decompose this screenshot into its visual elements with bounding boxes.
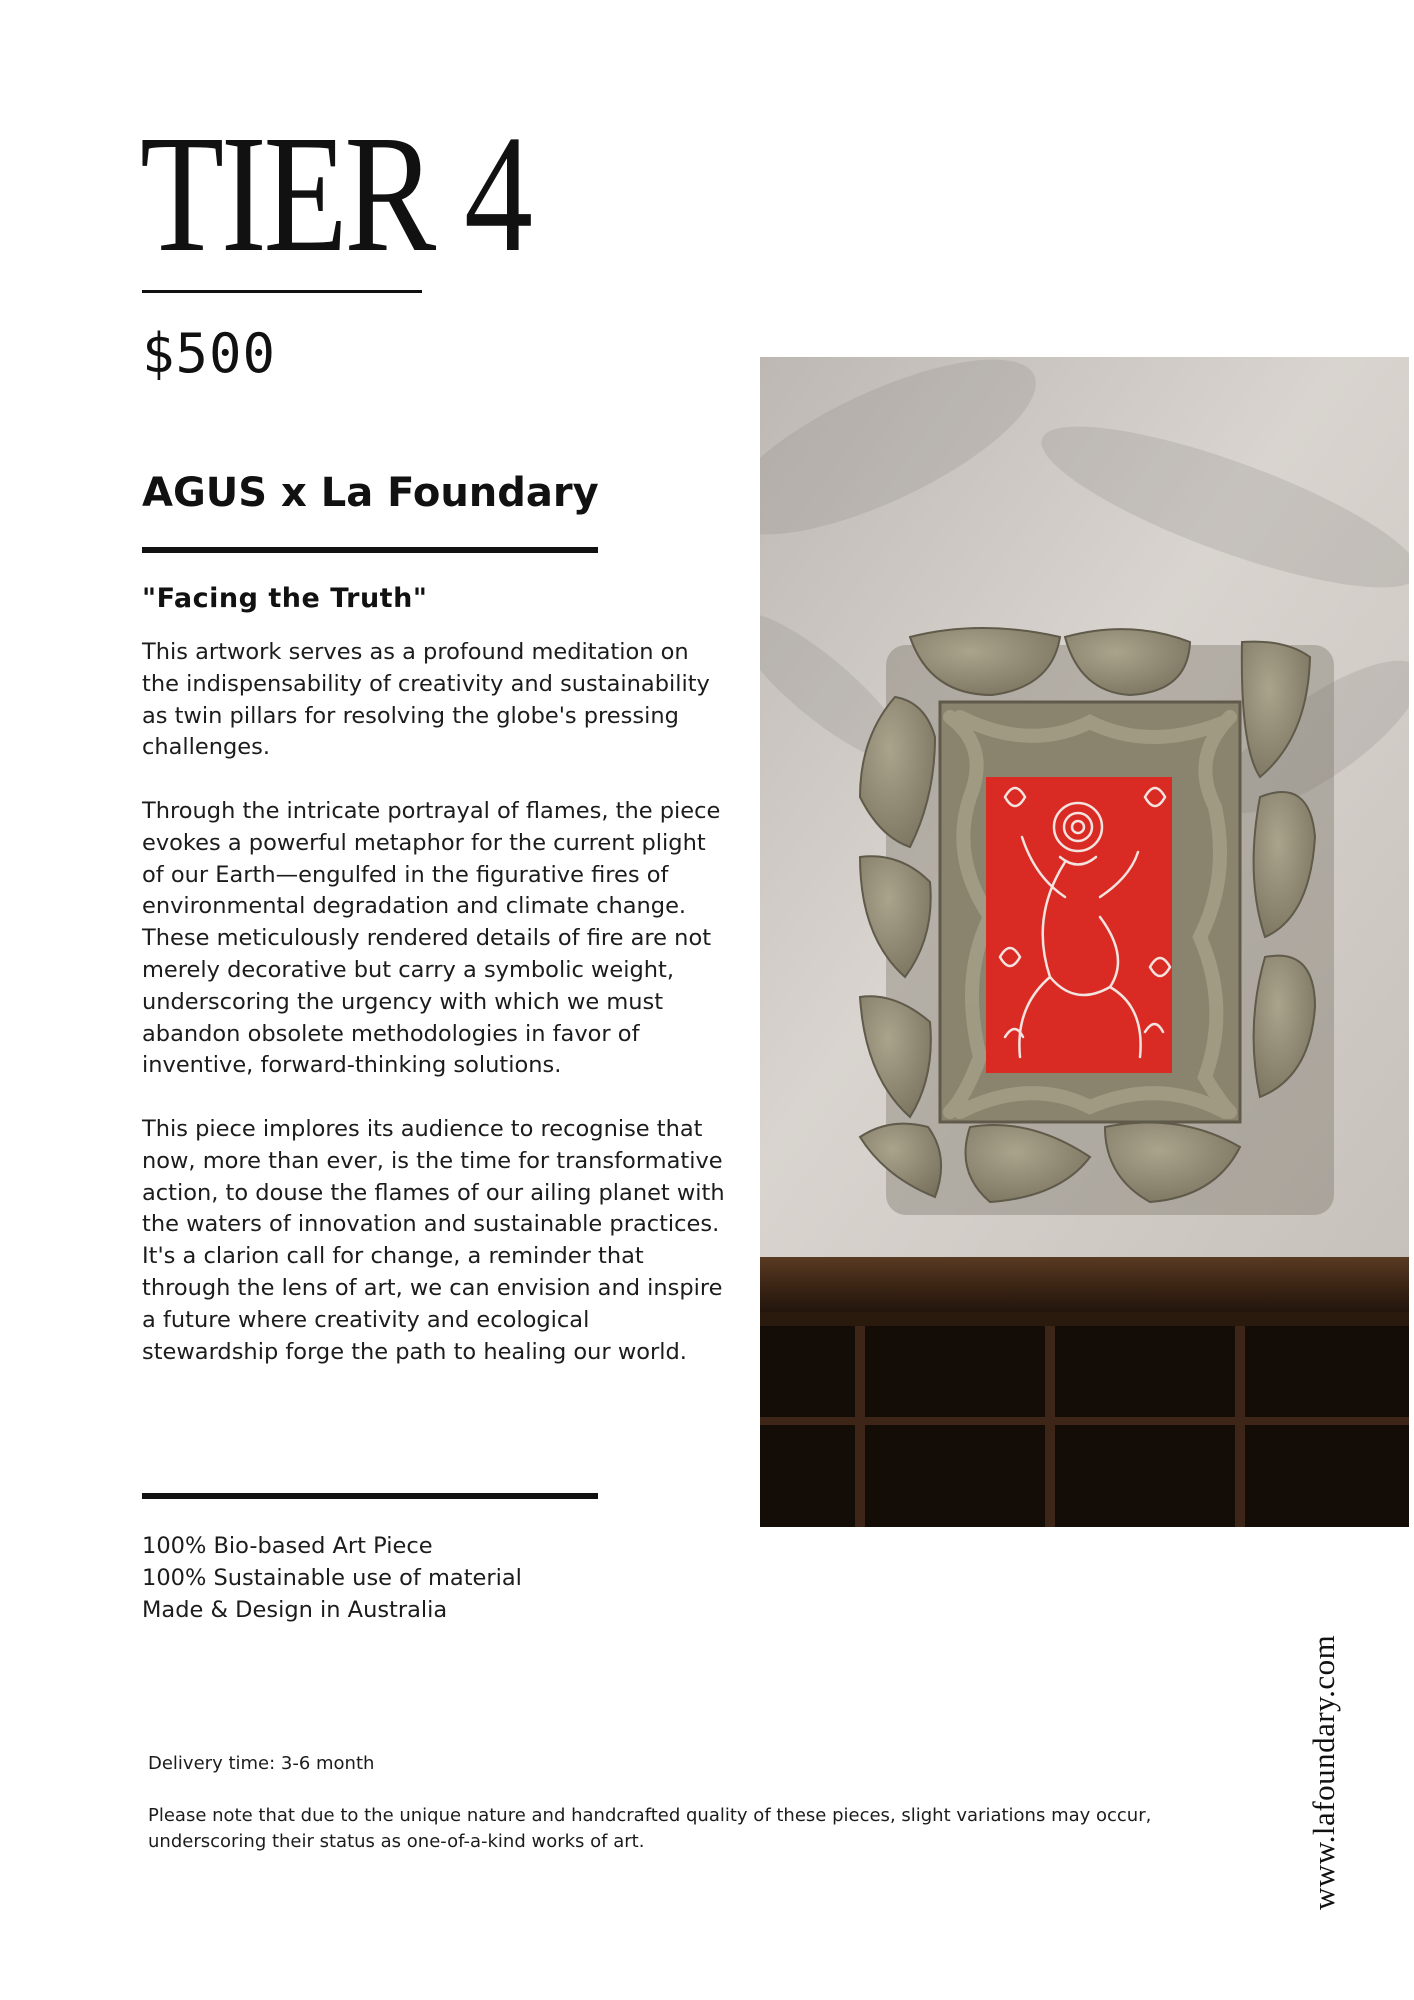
- description-paragraph: This artwork serves as a profound meditation on the indispensability of creativity and sustainability as twin pillars for resolving the globe's pressing challenges.: [142, 639, 710, 761]
- heading-divider: [142, 547, 598, 553]
- artwork-description: [142, 637, 732, 1400]
- feature-item: Made & Design in Australia: [142, 1597, 448, 1623]
- website-url: www.lafoundary.com: [1306, 1634, 1341, 1910]
- feature-list: [142, 1530, 522, 1626]
- artwork-photo: [760, 357, 1409, 1527]
- title-divider: [142, 290, 422, 293]
- price: $500: [142, 322, 277, 385]
- delivery-time: Delivery time: 3-6 month: [148, 1753, 375, 1774]
- feature-item: 100% Bio-based Art Piece: [142, 1533, 433, 1559]
- collaboration-heading: AGUS x La Foundary: [142, 470, 599, 516]
- feature-item: 100% Sustainable use of material: [142, 1565, 522, 1591]
- description-paragraph: This piece implores its audience to recognise that now, more than ever, is the time for transformative action, to douse the flames of our ailing planet with the waters of innovation and sustainable practices. It's a clarion call for change, a reminder that through the lens of art, we can envision and inspire a future where creativity and ecological stewardship forge the path to healing our world.: [142, 1115, 725, 1365]
- description-paragraph: Through the intricate portrayal of flames, the piece evokes a powerful metaphor for the current plight of our Earth—engulfed in the figurative fires of environmental degradation and climate change. These meticulously rendered details of fire are not merely decorative but carry a symbolic weight, underscoring the urgency with which we must abandon obsolete methodologies in favor of inventive, forward-thinking solutions.: [142, 797, 721, 1079]
- tier-title: TIER 4: [140, 101, 530, 287]
- variation-note: Please note that due to the unique nature and handcrafted quality of these pieces, slight variations may occur, underscoring their status as one-of-a-kind works of art.: [148, 1805, 1152, 1852]
- description-divider: [142, 1493, 598, 1499]
- artwork-title: "Facing the Truth": [142, 583, 428, 614]
